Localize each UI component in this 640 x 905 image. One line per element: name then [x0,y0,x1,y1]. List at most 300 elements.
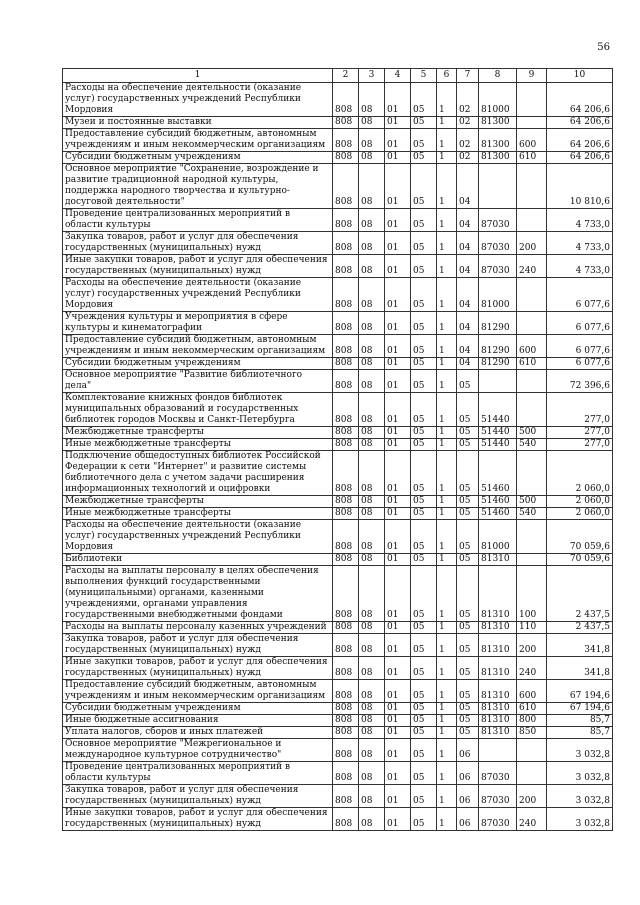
table-row [63,727,613,739]
expense-type-cell: 540 [517,439,547,451]
amount-cell: 6 077,6 [547,278,613,312]
code-808-cell: 808 [333,129,359,152]
amount-cell: 2 060,0 [547,508,613,520]
expense-type-cell: 600 [517,680,547,703]
row-name-cell: Иные межбюджетные трансферты [63,439,333,451]
activity-cell: 05 [457,680,479,703]
target-code-cell: 81310 [479,634,517,657]
activity-cell: 04 [457,164,479,209]
amount-cell: 277,0 [547,393,613,427]
row-name-cell: Субсидии бюджетным учреждениям [63,152,333,164]
target-code-cell: 51440 [479,427,517,439]
subprogram-cell: 1 [437,335,457,358]
code-808-cell: 808 [333,657,359,680]
subprogram-cell: 1 [437,657,457,680]
expense-type-cell [517,739,547,762]
table-row [63,785,613,808]
table-row [63,427,613,439]
header-cell: 8 [479,69,517,83]
expense-type-cell [517,451,547,496]
section-cell: 08 [359,520,385,554]
amount-cell: 2 060,0 [547,496,613,508]
subprogram-cell: 1 [437,762,457,785]
code-808-cell: 808 [333,496,359,508]
activity-cell: 04 [457,232,479,255]
subsection-cell: 01 [385,255,411,278]
program-cell: 05 [411,508,437,520]
row-name-cell: Основное мероприятие "Развитие библиотечного дела" [63,370,333,393]
expense-type-cell: 800 [517,715,547,727]
amount-cell: 2 060,0 [547,451,613,496]
subprogram-cell: 1 [437,370,457,393]
code-808-cell: 808 [333,680,359,703]
row-name-cell: Иные закупки товаров, работ и услуг для обеспечения государственных (муниципальных) нужд [63,255,333,278]
subsection-cell: 01 [385,152,411,164]
activity-cell: 05 [457,634,479,657]
section-cell: 08 [359,508,385,520]
budget-table [62,68,613,831]
code-808-cell: 808 [333,358,359,370]
code-808-cell: 808 [333,439,359,451]
subprogram-cell: 1 [437,117,457,129]
activity-cell: 05 [457,554,479,566]
amount-cell: 341,8 [547,657,613,680]
subprogram-cell: 1 [437,703,457,715]
expense-type-cell [517,278,547,312]
target-code-cell: 87030 [479,785,517,808]
row-name-cell: Межбюджетные трансферты [63,427,333,439]
table-row [63,439,613,451]
section-cell: 08 [359,680,385,703]
subsection-cell: 01 [385,427,411,439]
amount-cell: 3 032,8 [547,739,613,762]
program-cell: 05 [411,622,437,634]
subprogram-cell: 1 [437,634,457,657]
subsection-cell: 01 [385,278,411,312]
section-cell: 08 [359,83,385,117]
subprogram-cell: 1 [437,739,457,762]
expense-type-cell [517,312,547,335]
target-code-cell: 81310 [479,554,517,566]
section-cell: 08 [359,164,385,209]
code-808-cell: 808 [333,703,359,715]
row-name-cell: Закупка товаров, работ и услуг для обеспечения государственных (муниципальных) нужд [63,785,333,808]
activity-cell: 05 [457,622,479,634]
subsection-cell: 01 [385,129,411,152]
subprogram-cell: 1 [437,808,457,831]
activity-cell: 04 [457,358,479,370]
program-cell: 05 [411,312,437,335]
subprogram-cell: 1 [437,427,457,439]
code-808-cell: 808 [333,83,359,117]
subsection-cell: 01 [385,715,411,727]
activity-cell: 05 [457,520,479,554]
row-name-cell: Основное мероприятие "Межрегиональное и международное культурное сотрудничество" [63,739,333,762]
header-cell: 4 [385,69,411,83]
target-code-cell: 81300 [479,152,517,164]
table-row [63,335,613,358]
subsection-cell: 01 [385,232,411,255]
code-808-cell: 808 [333,727,359,739]
section-cell: 08 [359,808,385,831]
amount-cell: 85,7 [547,715,613,727]
program-cell: 05 [411,715,437,727]
expense-type-cell [517,164,547,209]
row-name-cell: Комплектование книжных фондов библиотек муниципальных образований и государственных библиотек городов Москвы и Санкт-Петербурга [63,393,333,427]
row-name-cell: Иные бюджетные ассигнования [63,715,333,727]
table-row [63,117,613,129]
expense-type-cell [517,83,547,117]
code-808-cell: 808 [333,370,359,393]
program-cell: 05 [411,370,437,393]
activity-cell: 05 [457,715,479,727]
code-808-cell: 808 [333,427,359,439]
expense-type-cell: 200 [517,785,547,808]
table-row [63,762,613,785]
subsection-cell: 01 [385,164,411,209]
amount-cell: 3 032,8 [547,762,613,785]
subsection-cell: 01 [385,439,411,451]
section-cell: 08 [359,657,385,680]
target-code-cell: 81310 [479,727,517,739]
row-name-cell: Закупка товаров, работ и услуг для обеспечения государственных (муниципальных) нужд [63,634,333,657]
expense-type-cell: 610 [517,703,547,715]
code-808-cell: 808 [333,566,359,622]
row-name-cell: Расходы на выплаты персоналу в целях обеспечения выполнения функций государственными (муниципальными) органами, казенными учреждениями, органами управления государственными внебюджетными фондами [63,566,333,622]
expense-type-cell [517,393,547,427]
expense-type-cell: 610 [517,358,547,370]
activity-cell: 02 [457,83,479,117]
target-code-cell: 87030 [479,762,517,785]
row-name-cell: Учреждения культуры и мероприятия в сфере культуры и кинематографии [63,312,333,335]
section-cell: 08 [359,255,385,278]
subsection-cell: 01 [385,370,411,393]
subsection-cell: 01 [385,622,411,634]
subprogram-cell: 1 [437,566,457,622]
activity-cell: 05 [457,427,479,439]
table-row [63,152,613,164]
activity-cell: 05 [457,508,479,520]
subprogram-cell: 1 [437,278,457,312]
activity-cell: 05 [457,439,479,451]
row-name-cell: Предоставление субсидий бюджетным, автономным учреждениям и иным некоммерческим организациям [63,129,333,152]
code-808-cell: 808 [333,393,359,427]
target-code-cell: 51460 [479,508,517,520]
target-code-cell [479,370,517,393]
subprogram-cell: 1 [437,358,457,370]
activity-cell: 04 [457,312,479,335]
table-row [63,83,613,117]
expense-type-cell [517,117,547,129]
amount-cell: 70 059,6 [547,520,613,554]
subprogram-cell: 1 [437,393,457,427]
expense-type-cell: 240 [517,657,547,680]
subsection-cell: 01 [385,703,411,715]
amount-cell: 3 032,8 [547,808,613,831]
header-cell: 10 [547,69,613,83]
table-row [63,657,613,680]
table-row [63,566,613,622]
program-cell: 05 [411,808,437,831]
amount-cell: 72 396,6 [547,370,613,393]
subsection-cell: 01 [385,451,411,496]
activity-cell: 02 [457,129,479,152]
section-cell: 08 [359,152,385,164]
amount-cell: 2 437,5 [547,622,613,634]
amount-cell: 6 077,6 [547,312,613,335]
subsection-cell: 01 [385,566,411,622]
table-header-row [63,69,613,83]
program-cell: 05 [411,278,437,312]
activity-cell: 04 [457,209,479,232]
subsection-cell: 01 [385,312,411,335]
activity-cell: 04 [457,335,479,358]
amount-cell: 6 077,6 [547,358,613,370]
row-name-cell: Проведение централизованных мероприятий в области культуры [63,209,333,232]
table-row [63,622,613,634]
expense-type-cell: 240 [517,255,547,278]
target-code-cell: 81000 [479,520,517,554]
target-code-cell: 87030 [479,808,517,831]
program-cell: 05 [411,520,437,554]
program-cell: 05 [411,129,437,152]
target-code-cell: 81310 [479,657,517,680]
table-row [63,312,613,335]
program-cell: 05 [411,496,437,508]
amount-cell: 67 194,6 [547,703,613,715]
section-cell: 08 [359,622,385,634]
row-name-cell: Иные межбюджетные трансферты [63,508,333,520]
activity-cell: 05 [457,370,479,393]
code-808-cell: 808 [333,152,359,164]
table-row [63,739,613,762]
amount-cell: 3 032,8 [547,785,613,808]
amount-cell: 10 810,6 [547,164,613,209]
activity-cell: 06 [457,739,479,762]
row-name-cell: Библиотеки [63,554,333,566]
code-808-cell: 808 [333,808,359,831]
code-808-cell: 808 [333,622,359,634]
program-cell: 05 [411,739,437,762]
code-808-cell: 808 [333,554,359,566]
program-cell: 05 [411,451,437,496]
subsection-cell: 01 [385,657,411,680]
table-row [63,129,613,152]
activity-cell: 02 [457,152,479,164]
program-cell: 05 [411,634,437,657]
expense-type-cell: 500 [517,496,547,508]
header-cell: 3 [359,69,385,83]
table-row [63,232,613,255]
target-code-cell: 81310 [479,680,517,703]
table-row [63,508,613,520]
section-cell: 08 [359,439,385,451]
subsection-cell: 01 [385,634,411,657]
code-808-cell: 808 [333,715,359,727]
table-row [63,358,613,370]
subsection-cell: 01 [385,393,411,427]
section-cell: 08 [359,715,385,727]
section-cell: 08 [359,566,385,622]
activity-cell: 05 [457,566,479,622]
header-cell: 7 [457,69,479,83]
code-808-cell: 808 [333,739,359,762]
table-row [63,496,613,508]
amount-cell: 64 206,6 [547,117,613,129]
target-code-cell: 81310 [479,622,517,634]
row-name-cell: Иные закупки товаров, работ и услуг для обеспечения государственных (муниципальных) нужд [63,657,333,680]
subprogram-cell: 1 [437,152,457,164]
amount-cell: 85,7 [547,727,613,739]
target-code-cell: 51460 [479,451,517,496]
row-name-cell: Подключение общедоступных библиотек Российской Федерации к сети "Интернет" и развитие системы библиотечного дела с учетом задачи расширения информационных технологий и оцифровки [63,451,333,496]
table-row [63,393,613,427]
section-cell: 08 [359,739,385,762]
header-cell: 9 [517,69,547,83]
program-cell: 05 [411,335,437,358]
expense-type-cell: 600 [517,335,547,358]
subsection-cell: 01 [385,785,411,808]
program-cell: 05 [411,680,437,703]
table-row [63,554,613,566]
subprogram-cell: 1 [437,520,457,554]
section-cell: 08 [359,370,385,393]
program-cell: 05 [411,232,437,255]
code-808-cell: 808 [333,312,359,335]
section-cell: 08 [359,209,385,232]
row-name-cell: Уплата налогов, сборов и иных платежей [63,727,333,739]
table-row [63,808,613,831]
subprogram-cell: 1 [437,232,457,255]
subsection-cell: 01 [385,739,411,762]
target-code-cell [479,739,517,762]
subprogram-cell: 1 [437,622,457,634]
expense-type-cell [517,762,547,785]
amount-cell: 70 059,6 [547,554,613,566]
table-row [63,680,613,703]
expense-type-cell: 540 [517,508,547,520]
subsection-cell: 01 [385,727,411,739]
amount-cell: 64 206,6 [547,129,613,152]
section-cell: 08 [359,312,385,335]
program-cell: 05 [411,439,437,451]
subsection-cell: 01 [385,496,411,508]
code-808-cell: 808 [333,785,359,808]
program-cell: 05 [411,255,437,278]
row-name-cell: Расходы на обеспечение деятельности (оказание услуг) государственных учреждений Республики Мордовия [63,278,333,312]
row-name-cell: Предоставление субсидий бюджетным, автономным учреждениям и иным некоммерческим организациям [63,335,333,358]
target-code-cell: 81300 [479,117,517,129]
program-cell: 05 [411,427,437,439]
amount-cell: 2 437,5 [547,566,613,622]
section-cell: 08 [359,129,385,152]
section-cell: 08 [359,634,385,657]
header-cell: 5 [411,69,437,83]
amount-cell: 277,0 [547,439,613,451]
activity-cell: 05 [457,393,479,427]
program-cell: 05 [411,657,437,680]
code-808-cell: 808 [333,520,359,554]
expense-type-cell [517,554,547,566]
code-808-cell: 808 [333,164,359,209]
program-cell: 05 [411,358,437,370]
section-cell: 08 [359,232,385,255]
row-name-cell: Субсидии бюджетным учреждениям [63,358,333,370]
subprogram-cell: 1 [437,785,457,808]
section-cell: 08 [359,554,385,566]
expense-type-cell: 610 [517,152,547,164]
amount-cell: 64 206,6 [547,152,613,164]
activity-cell: 06 [457,785,479,808]
table-row [63,634,613,657]
section-cell: 08 [359,451,385,496]
section-cell: 08 [359,703,385,715]
subsection-cell: 01 [385,762,411,785]
section-cell: 08 [359,496,385,508]
code-808-cell: 808 [333,117,359,129]
subsection-cell: 01 [385,83,411,117]
program-cell: 05 [411,785,437,808]
target-code-cell: 87030 [479,255,517,278]
amount-cell: 64 206,6 [547,83,613,117]
amount-cell: 4 733,0 [547,232,613,255]
expense-type-cell: 240 [517,808,547,831]
expense-type-cell: 200 [517,634,547,657]
expense-type-cell: 100 [517,566,547,622]
row-name-cell: Расходы на выплаты персоналу казенных учреждений [63,622,333,634]
table-row [63,715,613,727]
program-cell: 05 [411,393,437,427]
table-row [63,255,613,278]
table-row [63,370,613,393]
expense-type-cell [517,370,547,393]
code-808-cell: 808 [333,255,359,278]
target-code-cell: 51440 [479,393,517,427]
target-code-cell: 81310 [479,566,517,622]
target-code-cell: 81290 [479,312,517,335]
expense-type-cell [517,209,547,232]
page-number: 56 [597,42,610,53]
section-cell: 08 [359,427,385,439]
code-808-cell: 808 [333,335,359,358]
amount-cell: 4 733,0 [547,209,613,232]
code-808-cell: 808 [333,508,359,520]
table-row [63,164,613,209]
activity-cell: 04 [457,255,479,278]
target-code-cell: 81290 [479,335,517,358]
target-code-cell [479,164,517,209]
amount-cell: 341,8 [547,634,613,657]
code-808-cell: 808 [333,278,359,312]
program-cell: 05 [411,117,437,129]
subprogram-cell: 1 [437,496,457,508]
target-code-cell: 51460 [479,496,517,508]
table-row [63,520,613,554]
activity-cell: 05 [457,727,479,739]
activity-cell: 02 [457,117,479,129]
expense-type-cell: 600 [517,129,547,152]
amount-cell: 277,0 [547,427,613,439]
activity-cell: 05 [457,657,479,680]
row-name-cell: Субсидии бюджетным учреждениям [63,703,333,715]
program-cell: 05 [411,152,437,164]
target-code-cell: 81310 [479,715,517,727]
program-cell: 05 [411,209,437,232]
section-cell: 08 [359,727,385,739]
subprogram-cell: 1 [437,209,457,232]
subsection-cell: 01 [385,117,411,129]
code-808-cell: 808 [333,232,359,255]
